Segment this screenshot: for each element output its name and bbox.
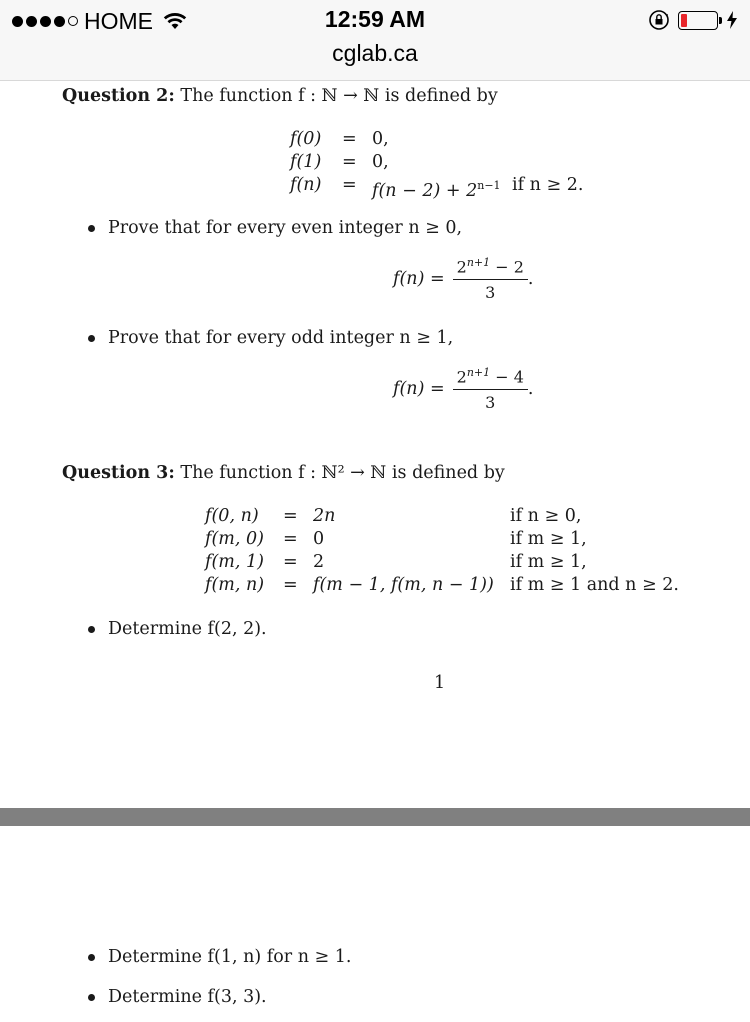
q2-definition xyxy=(290,128,602,203)
formula-end: . xyxy=(527,269,534,290)
page-number: 1 xyxy=(434,673,446,693)
q3-def-cond: if n ≥ 0, xyxy=(510,506,582,526)
q3-bullet-1-text: Determine f(2, 2). xyxy=(108,619,267,639)
question-3-intro: The function f : ℕ² → ℕ is defined by xyxy=(180,463,505,483)
num-rest: − 2 xyxy=(490,257,524,277)
q2-def-rhs-exp: n−1 xyxy=(477,179,501,192)
q3-def-lhs: f(m, 1) xyxy=(205,552,264,572)
q2-bullet-odd-text: Prove that for every odd integer n ≥ 1, xyxy=(108,328,454,348)
fraction xyxy=(453,366,528,412)
page-divider xyxy=(0,808,750,826)
q2-def-rhs: 0, xyxy=(372,129,389,149)
q3-def-cond: if m ≥ 1 and n ≥ 2. xyxy=(510,575,679,595)
q2-bullet-odd xyxy=(88,328,453,348)
bullet-dot xyxy=(88,225,95,232)
q3-def-eq: = xyxy=(283,506,298,526)
q3-def-cond: if m ≥ 1, xyxy=(510,552,587,572)
num-rest: − 4 xyxy=(490,367,524,387)
carrier-name: HOME xyxy=(84,7,153,34)
num-exp: n+1 xyxy=(466,366,491,379)
q3-def-rhs: 2 xyxy=(313,552,325,572)
rotation-lock-icon xyxy=(648,9,670,31)
q2-def-eq: = xyxy=(342,152,357,172)
bullet-dot xyxy=(88,994,95,1001)
formula-lhs: f(n) = xyxy=(393,269,445,290)
formula-end: . xyxy=(527,379,534,400)
q3-def-rhs: f(m − 1, f(m, n − 1)) xyxy=(313,575,494,595)
fraction-numerator xyxy=(453,366,528,390)
q3-def-lhs: f(m, 0) xyxy=(205,529,264,549)
q3-def-eq: = xyxy=(283,552,298,572)
q2-def-lhs: f(0) xyxy=(290,129,322,149)
q3-definition xyxy=(205,505,690,597)
fraction-denominator: 3 xyxy=(485,393,496,413)
formula-lhs: f(n) = xyxy=(393,379,445,400)
q3-def-lhs: f(0, n) xyxy=(205,506,259,526)
question-2-intro: The function f : ℕ → ℕ is defined by xyxy=(180,86,498,106)
q3-def-rhs: 2n xyxy=(313,506,336,526)
status-bar xyxy=(0,0,750,81)
bullet-dot xyxy=(88,954,95,961)
fraction-numerator xyxy=(453,256,528,280)
url-bar[interactable]: cglab.ca xyxy=(332,40,418,66)
q3-def-eq: = xyxy=(283,575,298,595)
charging-bolt-icon xyxy=(726,11,738,29)
fraction xyxy=(453,256,528,302)
q2-def-rhs xyxy=(372,174,512,203)
q2-bullet-even-text: Prove that for every even integer n ≥ 0, xyxy=(108,218,463,238)
status-icons xyxy=(648,9,738,31)
q2-def-rhs: 0, xyxy=(372,152,389,172)
bullet-dot xyxy=(88,626,95,633)
q3-bullet-2-text: Determine f(1, n) for n ≥ 1. xyxy=(108,947,352,967)
q3-def-lhs: f(m, n) xyxy=(205,575,265,595)
num-exp: n+1 xyxy=(466,256,491,269)
q2-def-cond xyxy=(512,128,602,151)
num-base: 2 xyxy=(456,367,467,387)
clock: 12:59 AM xyxy=(324,6,426,32)
q2-def-rhs-base: f(n − 2) + 2 xyxy=(372,180,478,201)
q3-bullet-2 xyxy=(88,947,351,967)
q3-def-rhs: 0 xyxy=(313,529,325,549)
q2-formula-odd xyxy=(393,366,533,412)
q2-def-lhs: f(1) xyxy=(290,152,322,172)
q2-def-lhs: f(n) xyxy=(290,175,322,195)
q3-bullet-3-text: Determine f(3, 3). xyxy=(108,987,267,1007)
q3-bullet-1 xyxy=(88,619,267,639)
q2-bullet-even xyxy=(88,218,462,238)
q2-def-eq: = xyxy=(342,175,357,195)
bullet-dot xyxy=(88,335,95,342)
question-2-heading xyxy=(62,86,498,106)
question-3-heading xyxy=(62,463,505,483)
q2-def-cond: if n ≥ 2. xyxy=(512,175,584,195)
q3-bullet-3 xyxy=(88,987,267,1007)
q2-def-eq: = xyxy=(342,129,357,149)
q2-formula-even xyxy=(393,256,533,302)
q2-def-cond xyxy=(512,151,602,174)
question-2-label: Question 2: xyxy=(62,86,175,106)
battery-low-icon xyxy=(678,11,718,30)
q3-def-cond: if m ≥ 1, xyxy=(510,529,587,549)
q3-def-eq: = xyxy=(283,529,298,549)
fraction-denominator: 3 xyxy=(485,283,496,303)
num-base: 2 xyxy=(456,257,467,277)
question-3-label: Question 3: xyxy=(62,463,175,483)
